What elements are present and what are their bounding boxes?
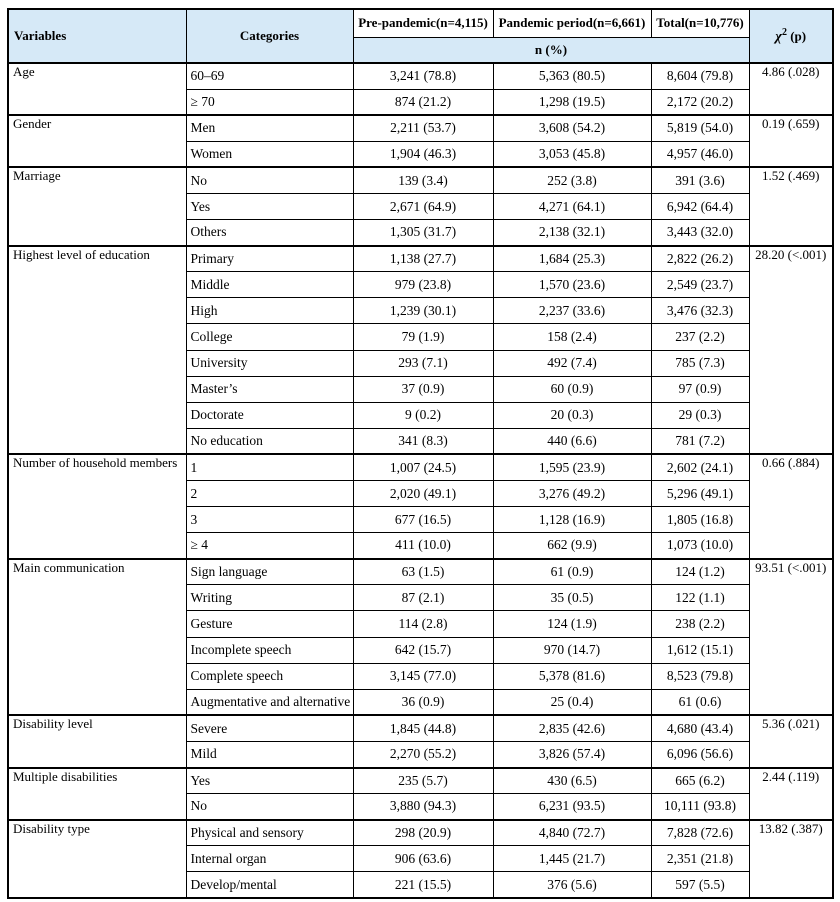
category-cell: Writing: [186, 585, 353, 611]
total-value: 2,549 (23.7): [651, 272, 749, 298]
table-row: [8, 454, 833, 480]
pre-pandemic-value: 1,305 (31.7): [353, 220, 493, 246]
category-cell: ≥ 70: [186, 89, 353, 115]
pandemic-value: 1,684 (25.3): [493, 246, 651, 272]
pandemic-value: 3,608 (54.2): [493, 115, 651, 141]
pandemic-value: 20 (0.3): [493, 402, 651, 428]
header-row-1: [8, 9, 833, 37]
table-body: [8, 63, 833, 898]
category-cell: Complete speech: [186, 663, 353, 689]
pre-pandemic-value: 1,239 (30.1): [353, 298, 493, 324]
total-value: 8,604 (79.8): [651, 63, 749, 89]
pre-pandemic-value: 139 (3.4): [353, 167, 493, 193]
category-cell: Physical and sensory: [186, 820, 353, 846]
category-cell: Men: [186, 115, 353, 141]
chi-square-value: 2.44 (.119): [749, 768, 833, 820]
chi-square-value: 0.66 (.884): [749, 454, 833, 558]
pre-pandemic-value: 874 (21.2): [353, 89, 493, 115]
chi-square-value: 28.20 (<.001): [749, 246, 833, 455]
pandemic-value: 430 (6.5): [493, 768, 651, 794]
variable-cell: Main communication: [8, 559, 186, 716]
total-value: 2,602 (24.1): [651, 454, 749, 480]
category-cell: 60–69: [186, 63, 353, 89]
pre-pandemic-value: 2,270 (55.2): [353, 741, 493, 767]
pandemic-value: 25 (0.4): [493, 689, 651, 715]
pandemic-value: 5,378 (81.6): [493, 663, 651, 689]
pre-pandemic-value: 298 (20.9): [353, 820, 493, 846]
pandemic-value: 970 (14.7): [493, 637, 651, 663]
total-value: 4,680 (43.4): [651, 715, 749, 741]
total-value: 3,476 (32.3): [651, 298, 749, 324]
table-row: [8, 63, 833, 89]
pandemic-value: 662 (9.9): [493, 533, 651, 559]
total-value: 4,957 (46.0): [651, 141, 749, 167]
pandemic-value: 2,835 (42.6): [493, 715, 651, 741]
pre-pandemic-value: 235 (5.7): [353, 768, 493, 794]
table-row: [8, 115, 833, 141]
total-value: 5,296 (49.1): [651, 481, 749, 507]
pre-pandemic-value: 642 (15.7): [353, 637, 493, 663]
table-row: [8, 559, 833, 585]
variable-cell: Age: [8, 63, 186, 115]
variable-cell: Gender: [8, 115, 186, 167]
total-value: 6,942 (64.4): [651, 193, 749, 219]
pandemic-value: 158 (2.4): [493, 324, 651, 350]
pre-pandemic-value: 411 (10.0): [353, 533, 493, 559]
pre-pandemic-value: 1,845 (44.8): [353, 715, 493, 741]
pre-pandemic-value: 79 (1.9): [353, 324, 493, 350]
pre-pandemic-value: 3,880 (94.3): [353, 794, 493, 820]
pre-pandemic-value: 677 (16.5): [353, 507, 493, 533]
total-value: 122 (1.1): [651, 585, 749, 611]
total-value: 1,073 (10.0): [651, 533, 749, 559]
category-cell: No: [186, 794, 353, 820]
total-value: 3,443 (32.0): [651, 220, 749, 246]
pre-pandemic-value: 2,020 (49.1): [353, 481, 493, 507]
category-cell: Master’s: [186, 376, 353, 402]
pandemic-value: 1,445 (21.7): [493, 846, 651, 872]
chi-square-value: 0.19 (.659): [749, 115, 833, 167]
pre-pandemic-value: 63 (1.5): [353, 559, 493, 585]
pandemic-value: 3,276 (49.2): [493, 481, 651, 507]
total-value: 29 (0.3): [651, 402, 749, 428]
pre-pandemic-value: 1,904 (46.3): [353, 141, 493, 167]
pandemic-value: 1,570 (23.6): [493, 272, 651, 298]
category-cell: College: [186, 324, 353, 350]
pandemic-value: 492 (7.4): [493, 350, 651, 376]
variable-cell: Highest level of education: [8, 246, 186, 455]
pandemic-value: 252 (3.8): [493, 167, 651, 193]
chi-square-value: 13.82 (.387): [749, 820, 833, 898]
pandemic-value: 2,237 (33.6): [493, 298, 651, 324]
category-cell: University: [186, 350, 353, 376]
category-cell: No: [186, 167, 353, 193]
category-cell: Yes: [186, 768, 353, 794]
pre-pandemic-value: 293 (7.1): [353, 350, 493, 376]
pandemic-value: 35 (0.5): [493, 585, 651, 611]
category-cell: High: [186, 298, 353, 324]
total-value: 5,819 (54.0): [651, 115, 749, 141]
pandemic-value: 4,840 (72.7): [493, 820, 651, 846]
total-value: 781 (7.2): [651, 428, 749, 454]
table-row: [8, 167, 833, 193]
table-row: [8, 820, 833, 846]
pre-pandemic-value: 37 (0.9): [353, 376, 493, 402]
category-cell: Incomplete speech: [186, 637, 353, 663]
pandemic-value: 124 (1.9): [493, 611, 651, 637]
category-cell: Yes: [186, 193, 353, 219]
category-cell: 1: [186, 454, 353, 480]
total-value: 61 (0.6): [651, 689, 749, 715]
pre-pandemic-value: 2,211 (53.7): [353, 115, 493, 141]
category-cell: 3: [186, 507, 353, 533]
category-cell: Doctorate: [186, 402, 353, 428]
pandemic-value: 376 (5.6): [493, 872, 651, 898]
pre-pandemic-value: 114 (2.8): [353, 611, 493, 637]
chi-superscript: 2: [781, 26, 787, 38]
category-cell: Internal organ: [186, 846, 353, 872]
pandemic-value: 3,053 (45.8): [493, 141, 651, 167]
chi-square-value: 1.52 (.469): [749, 167, 833, 245]
header-pandemic-period: Pandemic period(n=6,661): [493, 9, 651, 37]
total-value: 597 (5.5): [651, 872, 749, 898]
total-value: 1,612 (15.1): [651, 637, 749, 663]
pre-pandemic-value: 906 (63.6): [353, 846, 493, 872]
chi-p-label: (p): [786, 28, 807, 44]
category-cell: Others: [186, 220, 353, 246]
category-cell: Primary: [186, 246, 353, 272]
category-cell: No education: [186, 428, 353, 454]
total-value: 6,096 (56.6): [651, 741, 749, 767]
pre-pandemic-value: 3,145 (77.0): [353, 663, 493, 689]
category-cell: Severe: [186, 715, 353, 741]
header-chi-square: [749, 9, 833, 63]
pandemic-value: 1,128 (16.9): [493, 507, 651, 533]
total-value: 1,805 (16.8): [651, 507, 749, 533]
chi-square-value: 5.36 (.021): [749, 715, 833, 767]
total-value: 785 (7.3): [651, 350, 749, 376]
table-row: [8, 768, 833, 794]
header-pre-pandemic: Pre-pandemic(n=4,115): [353, 9, 493, 37]
category-cell: Augmentative and alternative: [186, 689, 353, 715]
table-header: [8, 9, 833, 63]
pre-pandemic-value: 9 (0.2): [353, 402, 493, 428]
category-cell: Middle: [186, 272, 353, 298]
total-value: 2,351 (21.8): [651, 846, 749, 872]
table-row: [8, 246, 833, 272]
variable-cell: Marriage: [8, 167, 186, 245]
pandemic-value: 1,298 (19.5): [493, 89, 651, 115]
pre-pandemic-value: 36 (0.9): [353, 689, 493, 715]
total-value: 7,828 (72.6): [651, 820, 749, 846]
total-value: 8,523 (79.8): [651, 663, 749, 689]
pre-pandemic-value: 87 (2.1): [353, 585, 493, 611]
pandemic-value: 5,363 (80.5): [493, 63, 651, 89]
header-variables: Variables: [8, 9, 186, 63]
pre-pandemic-value: 221 (15.5): [353, 872, 493, 898]
chi-square-value: 93.51 (<.001): [749, 559, 833, 716]
pandemic-value: 1,595 (23.9): [493, 454, 651, 480]
pre-pandemic-value: 979 (23.8): [353, 272, 493, 298]
total-value: 97 (0.9): [651, 376, 749, 402]
chi-square-value: 4.86 (.028): [749, 63, 833, 115]
demographics-table: [7, 8, 834, 899]
pre-pandemic-value: 2,671 (64.9): [353, 193, 493, 219]
pandemic-value: 440 (6.6): [493, 428, 651, 454]
pandemic-value: 4,271 (64.1): [493, 193, 651, 219]
total-value: 237 (2.2): [651, 324, 749, 350]
category-cell: Develop/mental: [186, 872, 353, 898]
pre-pandemic-value: 341 (8.3): [353, 428, 493, 454]
category-cell: Women: [186, 141, 353, 167]
total-value: 238 (2.2): [651, 611, 749, 637]
header-n-percent: n (%): [353, 37, 749, 63]
pandemic-value: 3,826 (57.4): [493, 741, 651, 767]
variable-cell: Multiple disabilities: [8, 768, 186, 820]
total-value: 124 (1.2): [651, 559, 749, 585]
category-cell: 2: [186, 481, 353, 507]
variable-cell: Disability level: [8, 715, 186, 767]
table-row: [8, 715, 833, 741]
pandemic-value: 60 (0.9): [493, 376, 651, 402]
total-value: 2,172 (20.2): [651, 89, 749, 115]
variable-cell: Disability type: [8, 820, 186, 898]
total-value: 2,822 (26.2): [651, 246, 749, 272]
pre-pandemic-value: 3,241 (78.8): [353, 63, 493, 89]
total-value: 665 (6.2): [651, 768, 749, 794]
pre-pandemic-value: 1,138 (27.7): [353, 246, 493, 272]
header-categories: Categories: [186, 9, 353, 63]
pandemic-value: 6,231 (93.5): [493, 794, 651, 820]
pre-pandemic-value: 1,007 (24.5): [353, 454, 493, 480]
category-cell: Sign language: [186, 559, 353, 585]
pandemic-value: 61 (0.9): [493, 559, 651, 585]
category-cell: ≥ 4: [186, 533, 353, 559]
total-value: 10,111 (93.8): [651, 794, 749, 820]
header-total: Total(n=10,776): [651, 9, 749, 37]
chi-symbol: χ: [775, 29, 782, 45]
pandemic-value: 2,138 (32.1): [493, 220, 651, 246]
variable-cell: Number of household members: [8, 454, 186, 558]
total-value: 391 (3.6): [651, 167, 749, 193]
category-cell: Gesture: [186, 611, 353, 637]
category-cell: Mild: [186, 741, 353, 767]
